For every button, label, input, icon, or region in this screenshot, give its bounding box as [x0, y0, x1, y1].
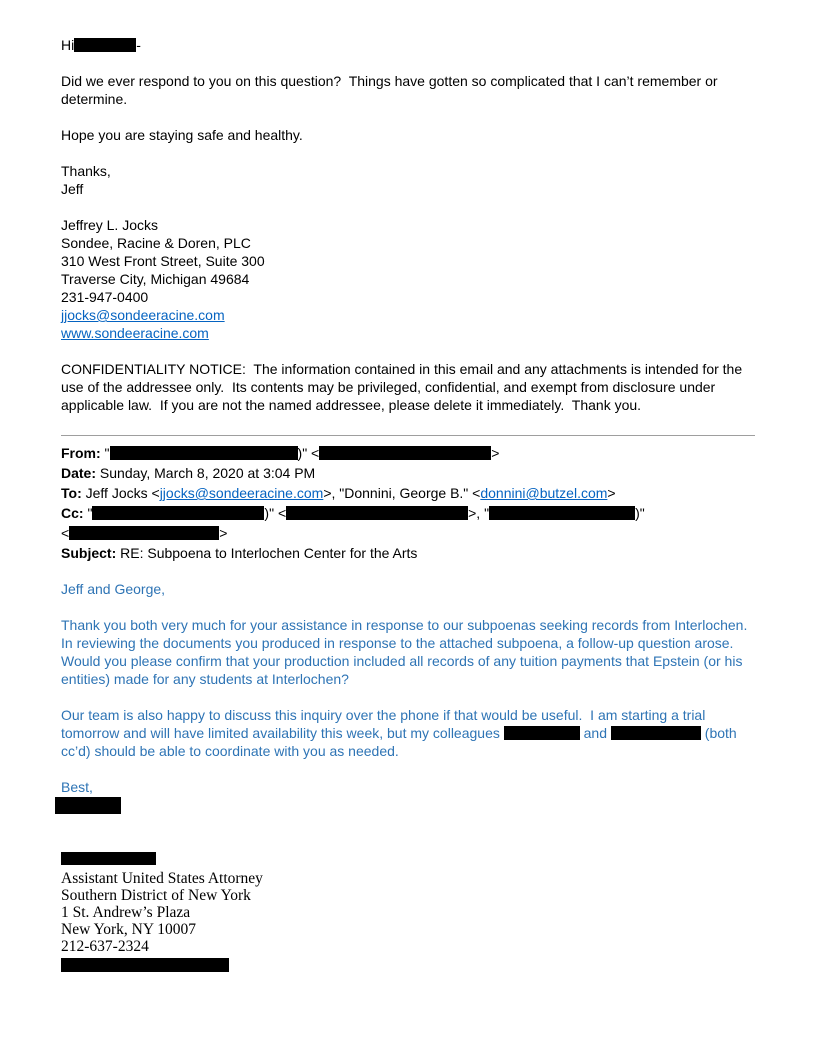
divider-line	[61, 435, 755, 436]
redaction-bar	[319, 446, 491, 460]
valediction-text: Thanks,	[61, 163, 111, 179]
cc-text: <	[61, 525, 70, 541]
redaction-bar	[489, 506, 635, 520]
redaction-bar	[61, 852, 156, 865]
redaction-bar	[69, 526, 219, 540]
date-value: Sunday, March 8, 2020 at 3:04 PM	[96, 465, 316, 481]
redaction-bar	[61, 958, 229, 972]
from-text: )" <	[297, 445, 320, 461]
top-paragraph-1: Did we ever respond to you on this question? Things have gotten so complicated that I can’t remember or determine.	[61, 73, 722, 107]
header-subject-line	[61, 543, 755, 563]
cc-label: Cc:	[61, 505, 84, 521]
signature-email-link[interactable]: jjocks@sondeeracine.com	[61, 307, 225, 323]
cc-text: "	[83, 505, 93, 521]
signature-street: 310 West Front Street, Suite 300	[61, 253, 265, 269]
signature-city: Traverse City, Michigan 49684	[61, 271, 250, 287]
cc-text: >	[219, 525, 228, 541]
ausa-phone: 212-637-2324	[61, 938, 149, 955]
redaction-bar	[92, 506, 264, 520]
header-from-line	[61, 443, 755, 463]
header-cc-line-1	[61, 503, 755, 523]
to-label: To:	[61, 485, 82, 501]
ausa-title: Assistant United States Attorney	[61, 870, 263, 887]
to-text: >	[607, 485, 616, 501]
ausa-address-1: 1 St. Andrew’s Plaza	[61, 904, 191, 921]
reply-text: (both cc’d) should be able to coordinate with you as needed.	[61, 725, 741, 759]
from-label: From:	[61, 445, 101, 461]
from-text: "	[100, 445, 110, 461]
subject-value: RE: Subpoena to Interlochen Center for the Arts	[116, 545, 418, 561]
top-paragraph-2: Hope you are staying safe and healthy.	[61, 127, 303, 143]
greeting-line	[61, 36, 755, 54]
header-to-line	[61, 483, 755, 503]
signature-website-row	[61, 324, 755, 342]
signature-website-link[interactable]: www.sondeeracine.com	[61, 325, 209, 341]
valediction-block	[61, 162, 755, 198]
ausa-address-2: New York, NY 10007	[61, 921, 197, 938]
jocks-signature-block	[61, 216, 755, 342]
confidentiality-notice: CONFIDENTIALITY NOTICE: The information contained in this email and any attachments is intended for the use of the addressee only. Its contents may be privileged, confidential, and exempt from disclosure under applicable law. If you are not the named addressee, please delete it immediately. Thank you.	[61, 361, 747, 413]
reply-text: and	[579, 725, 611, 741]
greeting-dash: -	[136, 37, 141, 53]
reply-salutation: Jeff and George,	[61, 581, 166, 597]
from-text: >	[491, 445, 500, 461]
ausa-signature-block	[61, 852, 755, 972]
quoted-email-headers	[61, 443, 755, 563]
to-email-link-1[interactable]: jjocks@sondeeracine.com	[159, 485, 324, 501]
cc-text: )"	[635, 505, 645, 521]
cc-text: )" <	[264, 505, 287, 521]
redaction-bar	[286, 506, 468, 520]
to-email-link-2[interactable]: donnini@butzel.com	[480, 485, 608, 501]
redaction-bar	[504, 726, 580, 740]
cc-text: >, "	[468, 505, 490, 521]
signature-firm: Sondee, Racine & Doren, PLC	[61, 235, 251, 251]
to-text: >, "Donnini, George B." <	[323, 485, 481, 501]
greeting-text: Hi	[61, 37, 75, 53]
signature-phone: 231-947-0400	[61, 289, 149, 305]
reply-paragraph-1: Thank you both very much for your assistance in response to our subpoenas seeking records from Interlochen. In reviewing the documents you produced in response to the attached subpoena, a follow-up question arose. Would you please confirm that your production included all records of any tuition payments that Epstein (or his entities) made for any students at Interlochen?	[61, 617, 756, 687]
redaction-bar	[55, 797, 121, 814]
to-text: Jeff Jocks <	[81, 485, 160, 501]
header-date-line	[61, 463, 755, 483]
redaction-bar	[611, 726, 701, 740]
signature-email-row	[61, 306, 755, 324]
signature-name: Jeffrey L. Jocks	[61, 217, 159, 233]
signoff-name: Jeff	[61, 181, 84, 197]
reply-message	[61, 580, 755, 814]
redaction-bar	[74, 38, 136, 52]
reply-valediction: Best,	[61, 779, 93, 795]
subject-label: Subject:	[61, 545, 117, 561]
header-cc-line-2	[61, 523, 755, 543]
redaction-bar	[110, 446, 298, 460]
reply-paragraph-2	[61, 706, 755, 760]
date-label: Date:	[61, 465, 97, 481]
reply-text: Our team is also happy to discuss this inquiry over the phone if that would be useful. I am starting a trial tomorrow and will have limited availability this week, but my colleagues	[61, 707, 710, 741]
ausa-office: Southern District of New York	[61, 887, 251, 904]
